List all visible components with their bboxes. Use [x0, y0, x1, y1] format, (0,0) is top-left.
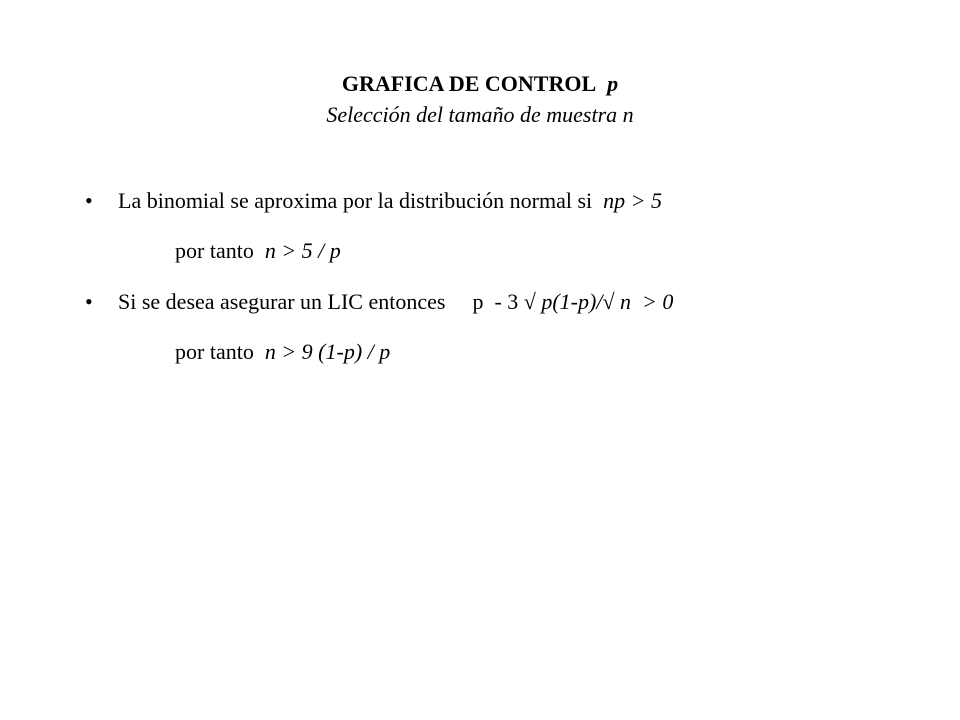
- title-variable: p: [607, 71, 619, 96]
- slide-title: [0, 68, 960, 100]
- bullet-item-normal-approximation: [85, 186, 662, 216]
- bullet-icon: •: [85, 289, 93, 314]
- consequence-formula: n > 9 (1-p) / p: [264, 339, 391, 364]
- consequence-line-1: [175, 236, 341, 266]
- bullet-formula: √ p(1-p)/√ n > 0: [523, 289, 674, 314]
- consequence-formula: n > 5 / p: [264, 238, 341, 263]
- bullet-formula: np > 5: [603, 188, 662, 213]
- consequence-text: por tanto: [175, 238, 254, 263]
- title-block: [0, 68, 960, 130]
- bullet-text: La binomial se aproxima por la distribución normal si: [118, 188, 593, 213]
- bullet-item-lic-condition: [85, 287, 673, 317]
- slide-subtitle: Selección del tamaño de muestra n: [326, 102, 634, 127]
- consequence-line-2: [175, 337, 390, 367]
- bullet-formula-plain: p - 3: [472, 289, 519, 314]
- bullet-icon: •: [85, 188, 93, 213]
- bullet-text: Si se desea asegurar un LIC entonces: [118, 289, 446, 314]
- title-text: GRAFICA DE CONTROL: [341, 71, 597, 96]
- consequence-text: por tanto: [175, 339, 254, 364]
